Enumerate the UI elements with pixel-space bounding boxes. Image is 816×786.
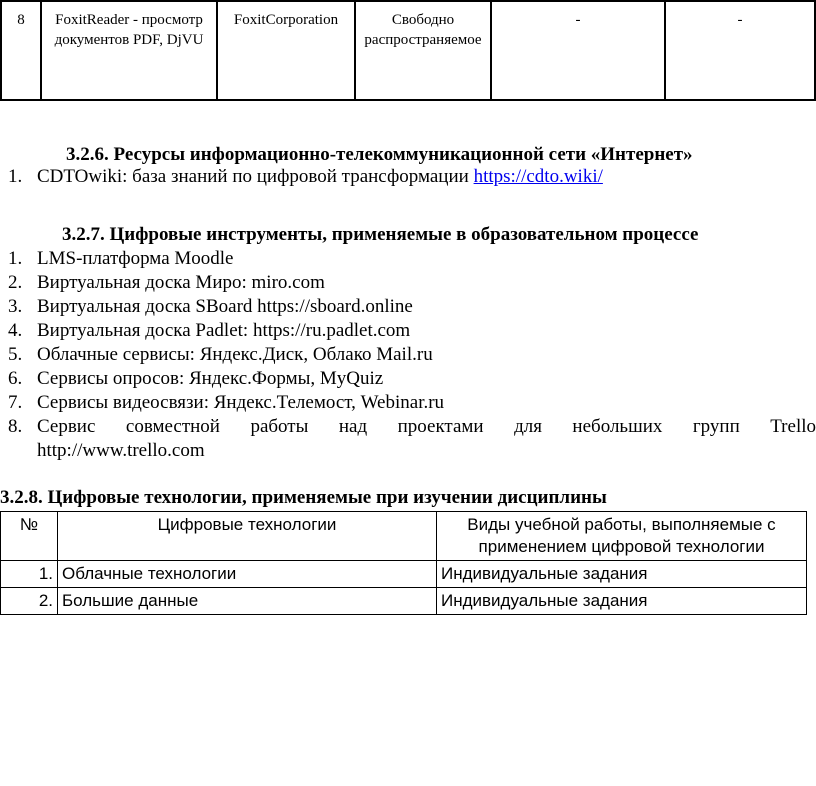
list-item (0, 247, 816, 271)
tools-list (0, 247, 816, 463)
software-name: FoxitReader - просмотр документов PDF, DjVU (41, 1, 217, 100)
list-item-text-continued: http://www.trello.com (37, 440, 205, 461)
list-item (0, 295, 816, 319)
list-item-number: 8. (8, 416, 23, 437)
list-item-text: LMS-платформа Moodle (37, 248, 234, 269)
list-item (0, 319, 816, 343)
column-header-number: № (1, 512, 58, 561)
list-item (0, 271, 816, 295)
list-item-number: 5. (8, 344, 23, 365)
list-item-text: Виртуальная доска SBoard https://sboard.online (37, 296, 413, 317)
resources-list (0, 165, 816, 189)
row-work: Индивидуальные задания (437, 561, 807, 588)
column-header-tech: Цифровые технологии (58, 512, 437, 561)
row-number: 1. (1, 561, 58, 588)
list-item-text: Сервисы видеосвязи: Яндекс.Телемост, Webinar.ru (37, 392, 445, 413)
list-item-text: Сервисы опросов: Яндекс.Формы, MyQuiz (37, 368, 384, 389)
cdto-wiki-link[interactable]: https://cdto.wiki/ (473, 166, 603, 187)
list-item (0, 165, 816, 189)
list-item-text: Облачные сервисы: Яндекс.Диск, Облако Mail.ru (37, 344, 433, 365)
software-number: 8 (1, 1, 41, 100)
list-item-text: Виртуальная доска Padlet: https://ru.padlet.com (37, 320, 411, 341)
list-item (0, 343, 816, 367)
column-header-work: Виды учебной работы, выполняемые с применением цифровой технологии (437, 512, 807, 561)
software-vendor: FoxitCorporation (217, 1, 355, 100)
list-item-number: 7. (8, 392, 23, 413)
row-work: Индивидуальные задания (437, 588, 807, 615)
table-row (1, 561, 807, 588)
table-row (1, 588, 807, 615)
section-heading-tech: 3.2.8. Цифровые технологии, применяемые при изучении дисциплины (0, 487, 607, 508)
list-item-number: 6. (8, 368, 23, 389)
row-tech: Большие данные (58, 588, 437, 615)
list-item-number: 1. (8, 166, 23, 187)
list-item-number: 4. (8, 320, 23, 341)
list-item-number: 2. (8, 272, 23, 293)
software-col6: - (665, 1, 815, 100)
digital-tech-table (0, 511, 807, 615)
list-item-number: 3. (8, 296, 23, 317)
list-item-text: Сервис совместной работы над проектами для небольших групп Trello (37, 416, 816, 437)
list-item-text: CDTOwiki: база знаний по цифровой трансформации (37, 166, 474, 187)
table-row (1, 1, 815, 100)
list-item-text: Виртуальная доска Миро: miro.com (37, 272, 325, 293)
software-table (0, 0, 816, 101)
list-item (0, 415, 816, 463)
section-heading-tools: 3.2.7. Цифровые инструменты, применяемые в образовательном процессе (62, 224, 699, 245)
table-header-row (1, 512, 807, 561)
list-item-number: 1. (8, 248, 23, 269)
row-number: 2. (1, 588, 58, 615)
row-tech: Облачные технологии (58, 561, 437, 588)
software-license: Свободно распространяемое (355, 1, 491, 100)
list-item (0, 391, 816, 415)
software-col5: - (491, 1, 665, 100)
section-heading-resources: 3.2.6. Ресурсы информационно-телекоммуникационной сети «Интернет» (66, 144, 693, 165)
list-item (0, 367, 816, 391)
